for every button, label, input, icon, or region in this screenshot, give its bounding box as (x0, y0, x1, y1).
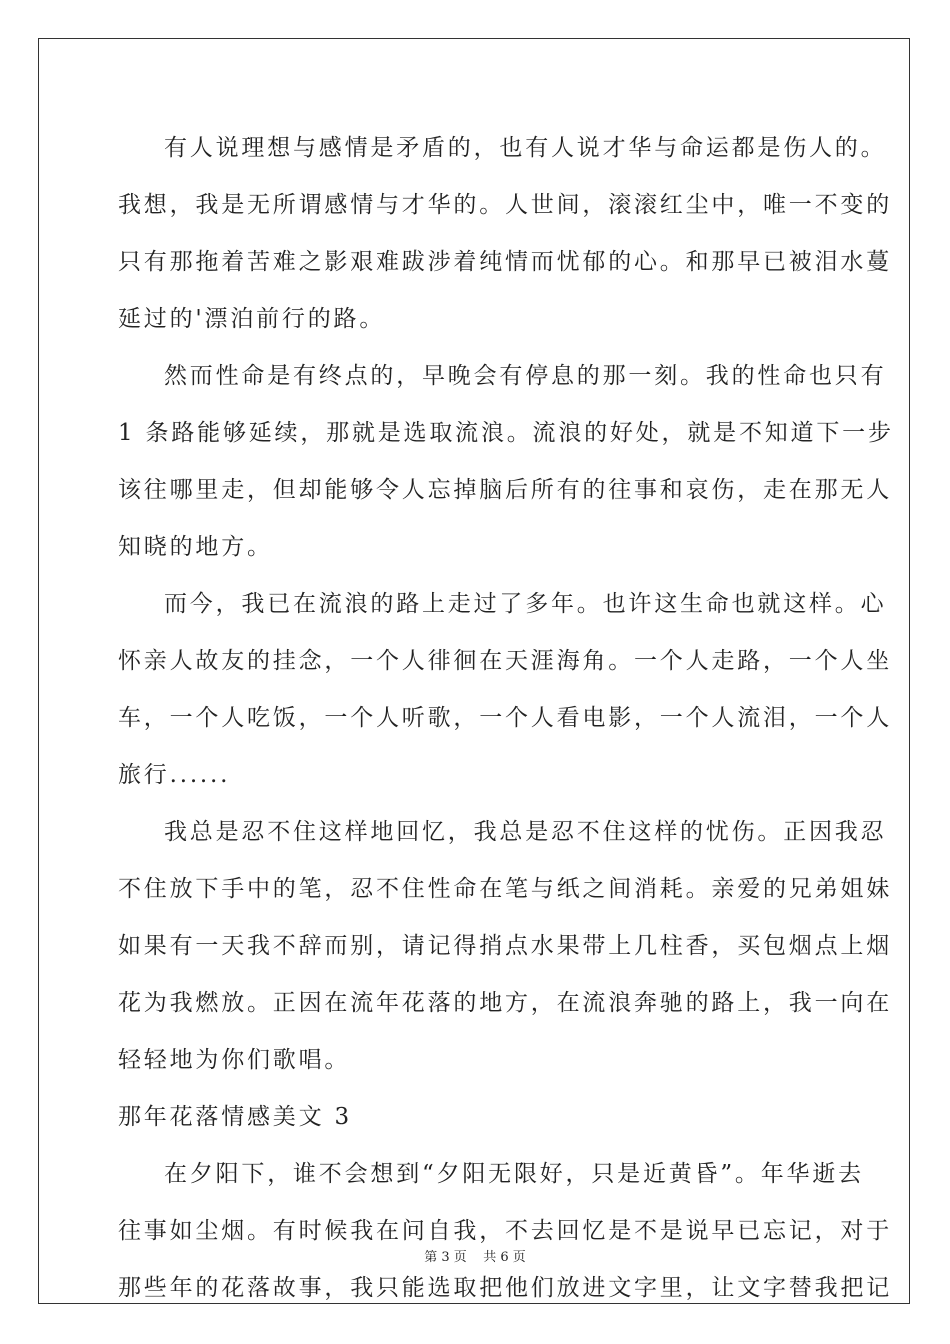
paragraph-line: 往事如尘烟。有时候我在问自我，不去回忆是不是说早已忘记，对于 (118, 1218, 892, 1244)
paragraph-line: 该往哪里走，但却能够令人忘掉脑后所有的往事和哀伤，走在那无人 (118, 477, 892, 503)
paragraph-line: 在夕阳下，谁不会想到“夕阳无限好，只是近黄昏”。年华逝去 (164, 1161, 864, 1187)
paragraph-line: 然而性命是有终点的，早晚会有停息的那一刻。我的性命也只有 (164, 363, 887, 389)
page-total: 共 6 页 (483, 1250, 526, 1265)
paragraph-line: 只有那拖着苦难之影艰难跋涉着纯情而忧郁的心。和那早已被泪水蔓 (118, 249, 892, 275)
paragraph-line: 如果有一天我不辞而别，请记得捎点水果带上几柱香，买包烟点上烟 (118, 933, 892, 959)
paragraph-line: 1 条路能够延续，那就是选取流浪。流浪的好处，就是不知道下一步 (118, 420, 894, 446)
document-body (118, 126, 894, 1323)
paragraph-line: 花为我燃放。正因在流年花落的地方，在流浪奔驰的路上，我一向在 (118, 990, 892, 1016)
paragraph-line: 车，一个人吃饭，一个人听歌，一个人看电影，一个人流泪，一个人 (118, 705, 892, 731)
page-footer (0, 1246, 950, 1265)
paragraph-line: 有人说理想与感情是矛盾的，也有人说才华与命运都是伤人的。 (164, 135, 887, 161)
paragraph-line: 怀亲人故友的挂念，一个人徘徊在天涯海角。一个人走路，一个人坐 (118, 648, 892, 674)
paragraph-line: 旅行...... (118, 762, 231, 788)
paragraph-line: 我想，我是无所谓感情与才华的。人世间，滚滚红尘中，唯一不变的 (118, 192, 892, 218)
page-number: 第 3 页 (424, 1250, 467, 1265)
paragraph-line: 我总是忍不住这样地回忆，我总是忍不住这样的忧伤。正因我忍 (164, 819, 887, 845)
paragraph-line: 延过的'漂泊前行的路。 (118, 306, 386, 332)
paragraph-line: 不住放下手中的笔，忍不住性命在笔与纸之间消耗。亲爱的兄弟姐妹 (118, 876, 892, 902)
paragraph-line: 知晓的地方。 (118, 534, 273, 560)
section-heading: 那年花落情感美文 3 (118, 1104, 352, 1130)
paragraph-line: 而今，我已在流浪的路上走过了多年。也许这生命也就这样。心 (164, 591, 887, 617)
paragraph-line: 那些年的花落故事，我只能选取把他们放进文字里，让文字替我把记 (118, 1275, 892, 1301)
paragraph-line: 轻轻地为你们歌唱。 (118, 1047, 351, 1073)
